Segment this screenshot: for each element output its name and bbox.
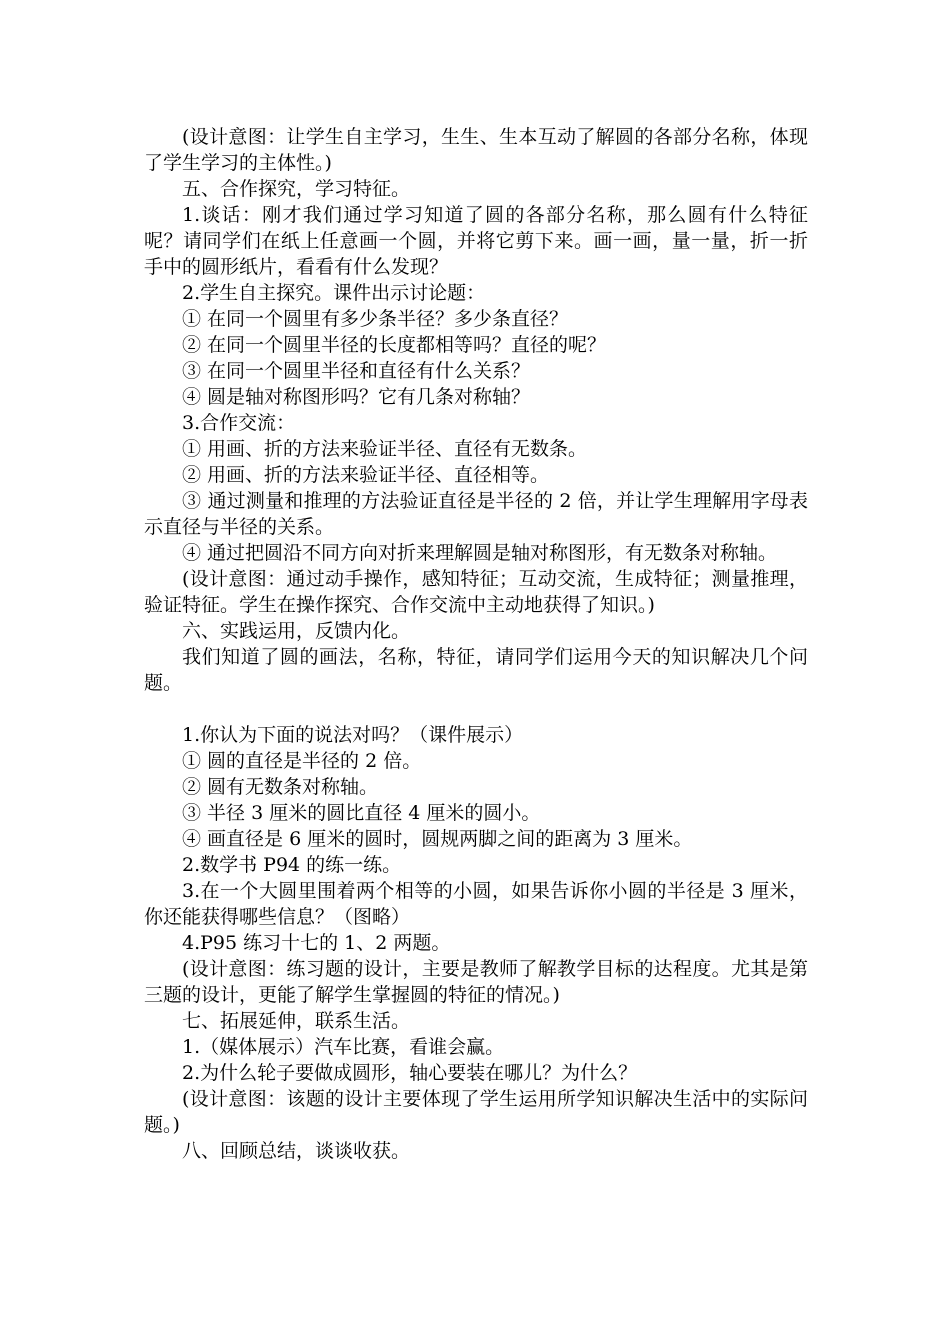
section-heading-6: 六、实践运用，反馈内化。 <box>182 620 411 642</box>
list-item-question-3: ③ 在同一个圆里半径和直径有什么关系？ <box>182 360 531 382</box>
section-heading-8: 八、回顾总结，谈谈收获。 <box>182 1140 411 1162</box>
paragraph-design-intent-4: (设计意图：该题的设计主要体现了学生运用所学知识解决生活中的实际问题。) <box>144 1088 808 1136</box>
paragraph-exercise-4: 4.P95 练习十七的 1、2 两题。 <box>182 932 451 954</box>
list-item-question-4: ④ 圆是轴对称图形吗？它有几条对称轴？ <box>182 386 531 408</box>
paragraph-exercise-2: 2.数学书 P94 的练一练。 <box>182 854 402 876</box>
paragraph-extend-2: 2.为什么轮子要做成圆形，轴心要装在哪儿？为什么？ <box>182 1062 638 1084</box>
list-item-verify-3: ③ 通过测量和推理的方法验证直径是半径的 2 倍，并让学生理解用字母表示直径与半径的关系。 <box>144 490 808 538</box>
paragraph-exercise-1: 1.你认为下面的说法对吗？（课件展示） <box>182 724 524 746</box>
section-heading-7: 七、拓展延伸，联系生活。 <box>182 1010 411 1032</box>
list-item-statement-1: ① 圆的直径是半径的 2 倍。 <box>182 750 422 772</box>
list-item-question-1: ① 在同一个圆里有多少条半径？多少条直径？ <box>182 308 569 330</box>
paragraph-intro-problems: 我们知道了圆的画法，名称，特征，请同学们运用今天的知识解决几个问题。 <box>144 646 808 694</box>
list-item-statement-2: ② 圆有无数条对称轴。 <box>182 776 379 798</box>
list-item-question-2: ② 在同一个圆里半径的长度都相等吗？直径的呢？ <box>182 334 607 356</box>
blank-line <box>144 696 808 722</box>
paragraph-design-intent-3: (设计意图：练习题的设计，主要是教师了解教学目标的达程度。尤其是第三题的设计，更能了解学生掌握圆的特征的情况。) <box>144 958 808 1006</box>
paragraph-design-intent-2: (设计意图：通过动手操作，感知特征；互动交流，生成特征；测量推理，验证特征。学生在操作探究、合作交流中主动地获得了知识。) <box>144 568 808 616</box>
list-item-verify-4: ④ 通过把圆沿不同方向对折来理解圆是轴对称图形，有无数条对称轴。 <box>182 542 778 564</box>
paragraph-design-intent-1: (设计意图：让学生自主学习，生生、生本互动了解圆的各部分名称，体现了学生学习的主体性。) <box>144 126 808 174</box>
paragraph-talk: 1.谈话：刚才我们通过学习知道了圆的各部分名称，那么圆有什么特征呢？请同学们在纸上任意画一个圆，并将它剪下来。画一画，量一量，折一折手中的圆形纸片，看看有什么发现？ <box>144 204 808 278</box>
list-item-statement-3: ③ 半径 3 厘米的圆比直径 4 厘米的圆小。 <box>182 802 541 824</box>
section-heading-5: 五、合作探究，学习特征。 <box>182 178 411 200</box>
list-item-verify-2: ② 用画、折的方法来验证半径、直径相等。 <box>182 464 550 486</box>
paragraph-cooperate: 3.合作交流： <box>182 412 296 434</box>
paragraph-self-explore: 2.学生自主探究。课件出示讨论题： <box>182 282 486 304</box>
document-page <box>144 124 808 1164</box>
list-item-statement-4: ④ 画直径是 6 厘米的圆时，圆规两脚之间的距离为 3 厘米。 <box>182 828 693 850</box>
list-item-verify-1: ① 用画、折的方法来验证半径、直径有无数条。 <box>182 438 588 460</box>
paragraph-extend-1: 1.（媒体展示）汽车比赛，看谁会赢。 <box>182 1036 505 1058</box>
paragraph-exercise-3: 3.在一个大圆里围着两个相等的小圆，如果告诉你小圆的半径是 3 厘米，你还能获得哪些信息？（图略） <box>144 880 808 928</box>
